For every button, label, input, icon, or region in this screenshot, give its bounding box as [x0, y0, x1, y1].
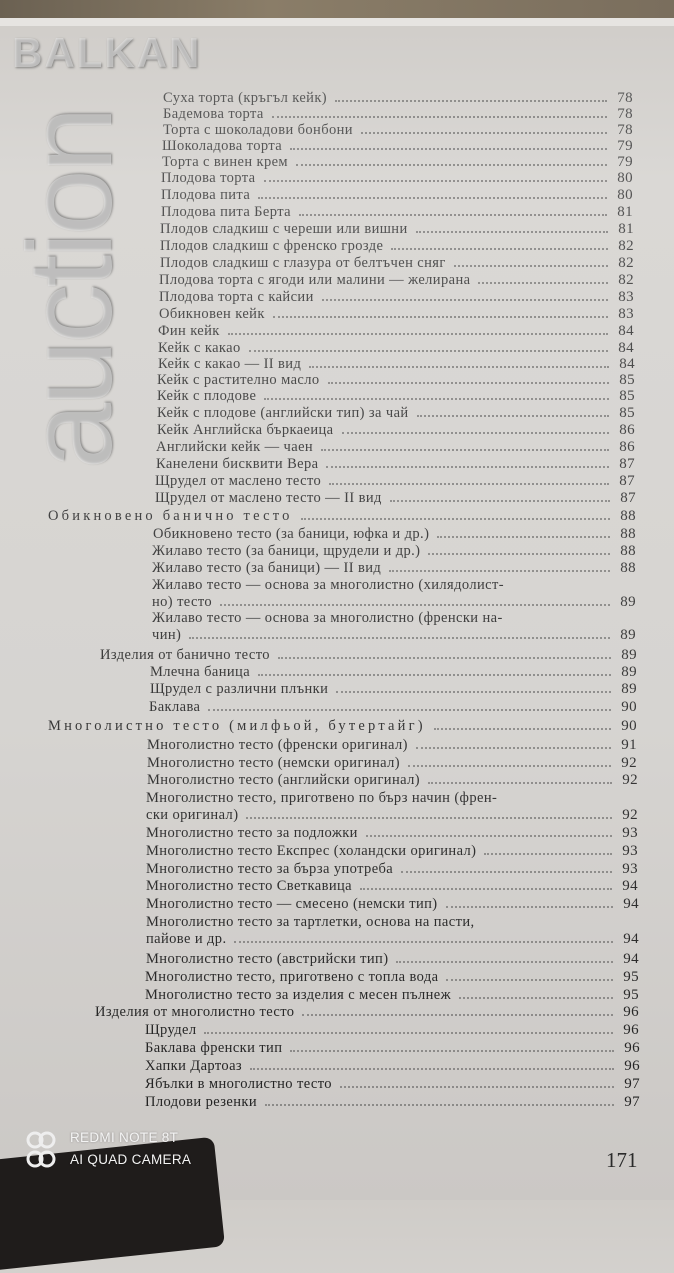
toc-entry-title: Многолистно тесто за бърза употреба — [146, 861, 394, 877]
toc-entry — [147, 737, 637, 753]
dot-leader — [416, 231, 609, 233]
toc-entry-title: Многолистно тесто — смесено (немски тип) — [146, 896, 438, 912]
toc-entry-page: 88 — [620, 508, 636, 524]
toc-entry-page: 96 — [624, 1058, 640, 1074]
dot-leader — [278, 657, 611, 659]
toc-entry-page: 88 — [620, 560, 636, 576]
dot-leader — [228, 333, 608, 335]
dot-leader — [396, 961, 613, 963]
toc-entry-page: 80 — [617, 170, 633, 186]
toc-entry-title: Кейк с растително масло — [157, 372, 320, 388]
toc-entry — [146, 861, 638, 877]
page-number: 171 — [606, 1148, 638, 1172]
toc-entry — [145, 1094, 640, 1110]
toc-entry-title: Плодова пита Берта — [161, 204, 291, 220]
toc-entry-page: 89 — [621, 664, 637, 680]
toc-entry-title: Ябълки в многолистно тесто — [145, 1076, 332, 1092]
toc-entry-page: 96 — [624, 1040, 640, 1056]
dot-leader — [335, 100, 607, 102]
dot-leader — [446, 979, 613, 981]
dot-leader — [264, 180, 608, 182]
dot-leader — [459, 997, 613, 999]
toc-entry-title: Щрудел от маслено тесто — II вид — [155, 490, 382, 506]
toc-entry — [145, 987, 639, 1003]
toc-entry — [159, 272, 634, 288]
toc-entry — [48, 718, 637, 734]
toc-entry-page: 92 — [621, 755, 637, 771]
toc-entry — [159, 289, 634, 305]
toc-entry — [146, 878, 638, 894]
toc-entry-page: 81 — [618, 221, 634, 237]
toc-entry — [160, 221, 634, 237]
dot-leader — [309, 366, 609, 368]
toc-entry — [145, 969, 639, 985]
toc-entry-title: Плодова пита — [161, 187, 251, 203]
toc-entry-page: 89 — [620, 627, 636, 643]
dot-leader — [389, 570, 610, 572]
dot-leader — [416, 747, 611, 749]
toc-entry — [159, 306, 634, 322]
dot-leader — [250, 1068, 614, 1070]
toc-entry-page: 86 — [619, 439, 635, 455]
toc-entry-page: 97 — [624, 1094, 640, 1110]
toc-entry — [158, 323, 634, 339]
toc-entry-page: 89 — [621, 647, 637, 663]
toc-entry — [147, 755, 637, 771]
dot-leader — [290, 148, 607, 150]
toc-entry — [158, 356, 635, 372]
toc-entry-page: 78 — [617, 106, 633, 122]
toc-entry-page: 80 — [617, 187, 633, 203]
toc-entry — [157, 388, 635, 404]
toc-entry-page: 89 — [621, 681, 637, 697]
dot-leader — [328, 382, 610, 384]
toc-entry-title: Баклава френски тип — [145, 1040, 283, 1056]
toc-entry — [146, 825, 638, 841]
dot-leader — [366, 835, 612, 837]
toc-entry-title: Многолистно тесто (немски оригинал) — [147, 755, 400, 771]
dot-leader — [390, 500, 610, 502]
toc-entry-title: Многолистно тесто Светкавица — [146, 878, 353, 894]
toc-entry-page: 88 — [620, 526, 636, 542]
dot-leader — [437, 536, 610, 538]
toc-entry-page: 93 — [622, 843, 638, 859]
toc-entry-page: 96 — [623, 1022, 639, 1038]
toc-entry-title: Жилаво тесто (за баници) — II вид — [152, 560, 382, 576]
site-watermark-logo: BALKAN — [12, 29, 202, 76]
toc-entry-title-line: Многолистно тесто за тартлетки, основа на пасти, — [146, 914, 475, 930]
toc-entry-page: 97 — [624, 1076, 640, 1092]
toc-entry-page: 82 — [618, 238, 634, 254]
toc-entry-title: Жилаво тесто (за баници, щрудели и др.) — [152, 543, 421, 559]
toc-entry — [150, 664, 637, 680]
toc-entry — [146, 896, 639, 912]
dot-leader — [401, 871, 612, 873]
toc-entry-title: Плодова торта с кайсии — [159, 289, 314, 305]
dot-leader — [258, 674, 611, 676]
toc-entry — [161, 170, 633, 186]
toc-entry-page: 78 — [617, 90, 633, 106]
toc-entry — [163, 122, 633, 138]
toc-entry-title-line: Многолистно тесто, приготвено по бърз начин (френ- — [146, 790, 498, 806]
toc-entry — [156, 456, 635, 472]
toc-entry-title: Плодов сладкиш с френско грозде — [160, 238, 384, 254]
toc-entry — [155, 473, 635, 489]
dot-leader — [360, 888, 612, 890]
toc-entry-page: 90 — [621, 718, 637, 734]
toc-entry-title: Многолистно тесто (английски оригинал) — [147, 772, 420, 788]
toc-entry — [160, 238, 634, 254]
dot-leader — [321, 449, 609, 451]
toc-entry — [160, 255, 634, 271]
toc-entry-page: 89 — [620, 594, 636, 610]
toc-entry — [162, 138, 633, 154]
toc-entry-page: 84 — [618, 340, 634, 356]
toc-entry-page: 83 — [618, 289, 634, 305]
toc-entry-page: 95 — [623, 987, 639, 1003]
toc-entry-page: 87 — [620, 490, 636, 506]
toc-entry-title: но) тесто — [152, 594, 213, 610]
toc-entry-title: Обикновен кейк — [159, 306, 265, 322]
toc-entry — [155, 490, 636, 506]
toc-entry-title: чин) — [152, 627, 182, 643]
dot-leader — [299, 214, 607, 216]
toc-entry-page: 87 — [619, 473, 635, 489]
camera-model-text: REDMI NOTE 8T — [70, 1130, 179, 1145]
toc-entry-page: 82 — [618, 272, 634, 288]
dot-leader — [234, 941, 613, 943]
toc-entry-page: 94 — [623, 951, 639, 967]
toc-entry-page: 85 — [619, 405, 635, 421]
toc-entry-page: 93 — [622, 861, 638, 877]
toc-entry-title: Многолистно тесто (милфьой, бутертайг) — [48, 718, 426, 734]
toc-entry-title: Многолистно тесто за изделия с месен пълнеж — [145, 987, 452, 1003]
dot-leader — [428, 553, 610, 555]
dot-leader — [189, 637, 610, 639]
dot-leader — [249, 350, 609, 352]
toc-entry-title-line: Жилаво тесто — основа за многолистно (хилядолист- — [152, 577, 504, 593]
dot-leader — [204, 1032, 613, 1034]
toc-entry — [149, 699, 637, 715]
toc-entry — [48, 508, 636, 524]
dot-leader — [446, 906, 614, 908]
toc-entry-page: 94 — [623, 931, 639, 947]
dot-leader — [478, 282, 608, 284]
toc-entry-title: Млечна баница — [150, 664, 251, 680]
toc-entry — [152, 627, 636, 643]
toc-entry-title: Многолистно тесто за подложки — [146, 825, 358, 841]
dot-leader — [391, 248, 608, 250]
toc-entry-page: 87 — [619, 456, 635, 472]
dot-leader — [340, 1086, 614, 1088]
toc-entry-title: Щрудел с различни плънки — [150, 681, 329, 697]
toc-entry-title: Баклава — [149, 699, 201, 715]
dot-leader — [322, 299, 608, 301]
toc-entry — [152, 543, 636, 559]
toc-entry-page: 93 — [622, 825, 638, 841]
toc-entry-page: 82 — [618, 255, 634, 271]
toc-entry-page: 79 — [617, 154, 633, 170]
dot-leader — [336, 691, 611, 693]
dot-leader — [484, 853, 612, 855]
dot-leader — [246, 817, 612, 819]
dot-leader — [272, 116, 607, 118]
toc-entry — [156, 439, 635, 455]
camera-feature-text: AI QUAD CAMERA — [70, 1152, 192, 1167]
toc-entry-page: 84 — [619, 356, 635, 372]
toc-entry-title-line: Жилаво тесто — основа за многолистно (френски на- — [152, 610, 503, 626]
dot-leader — [329, 483, 609, 485]
toc-entry-page: 86 — [619, 422, 635, 438]
toc-entry-title: Многолистно тесто, приготвено с топла вода — [145, 969, 439, 985]
toc-entry-title: Щрудел — [145, 1022, 197, 1038]
toc-entry-page: 85 — [619, 388, 635, 404]
toc-entry — [145, 1076, 640, 1092]
toc-entry — [100, 647, 637, 663]
toc-entry-title: Плодов сладкиш с череши или вишни — [160, 221, 408, 237]
toc-entry — [146, 807, 638, 823]
toc-entry-title: Торта с винен крем — [162, 154, 289, 170]
dot-leader — [342, 432, 610, 434]
toc-entry-title: Суха торта (кръгъл кейк) — [163, 90, 327, 106]
toc-entry-title: Плодови резенки — [145, 1094, 257, 1110]
toc-entry-title: Кейк с плодове — [157, 388, 257, 404]
toc-entry-page: 85 — [619, 372, 635, 388]
toc-entry — [161, 187, 633, 203]
toc-entry-page: 90 — [621, 699, 637, 715]
toc-entry-title: Английски кейк — чаен — [156, 439, 314, 455]
dot-leader — [428, 782, 612, 784]
page-edge — [0, 18, 674, 26]
toc-entry-title: Хапки Дартоаз — [145, 1058, 243, 1074]
toc-entry-page: 83 — [618, 306, 634, 322]
toc-entry-title: Обикновено банично тесто — [48, 508, 293, 524]
toc-entry-title: Щрудел от маслено тесто — [155, 473, 322, 489]
toc-entry — [147, 772, 638, 788]
dot-leader — [296, 164, 607, 166]
dot-leader — [361, 132, 607, 134]
toc-entry — [145, 1040, 640, 1056]
dot-leader — [265, 1104, 614, 1106]
toc-entry-title: Многолистно тесто (френски оригинал) — [147, 737, 408, 753]
dot-leader — [434, 728, 611, 730]
toc-entry — [152, 560, 636, 576]
toc-entry-page: 81 — [617, 204, 633, 220]
toc-entry-title: Шоколадова торта — [162, 138, 283, 154]
toc-entry-page: 79 — [617, 138, 633, 154]
dot-leader — [454, 265, 609, 267]
toc-entry — [157, 372, 635, 388]
toc-entry — [146, 931, 639, 947]
dot-leader — [302, 1014, 613, 1016]
toc-entry-title: Кейк Английска бъркаеица — [157, 422, 334, 438]
toc-entry-title: пайове и др. — [146, 931, 227, 947]
toc-entry — [162, 154, 633, 170]
toc-entry — [145, 1022, 639, 1038]
dot-leader — [258, 197, 607, 199]
toc-entry-title: Плодов сладкиш с глазура от белтъчен сняг — [160, 255, 446, 271]
dot-leader — [220, 604, 610, 606]
toc-entry-title: Канелени бисквити Вера — [156, 456, 319, 472]
dot-leader — [264, 398, 609, 400]
toc-entry-title: Фин кейк — [158, 323, 220, 339]
toc-entry — [150, 681, 637, 697]
toc-entry-page: 92 — [622, 772, 638, 788]
toc-entry-title: ски оригинал) — [146, 807, 239, 823]
toc-entry-title: Кейк с какао — [158, 340, 241, 356]
dot-leader — [408, 765, 611, 767]
dot-leader — [290, 1050, 614, 1052]
toc-entry-page: 84 — [618, 323, 634, 339]
toc-entry-page: 94 — [623, 896, 639, 912]
toc-entry — [145, 1058, 640, 1074]
dot-leader — [208, 709, 611, 711]
toc-entry-page: 96 — [623, 1004, 639, 1020]
toc-entry-title: Многолистно тесто (австрийски тип) — [146, 951, 389, 967]
toc-entry-page: 88 — [620, 543, 636, 559]
toc-entry-title: Кейк с какао — II вид — [158, 356, 302, 372]
toc-entry — [146, 951, 639, 967]
toc-entry-page: 78 — [617, 122, 633, 138]
dot-leader — [417, 415, 610, 417]
toc-entry-title: Плодова торта — [161, 170, 256, 186]
dot-leader — [326, 466, 609, 468]
toc-entry-page: 92 — [622, 807, 638, 823]
toc-entry — [95, 1004, 639, 1020]
toc-entry — [146, 843, 638, 859]
toc-entry-title: Плодова торта с ягоди или малини — желирана — [159, 272, 471, 288]
toc-entry — [163, 106, 633, 122]
camera-lens-icon — [24, 1130, 58, 1170]
toc-entry-title: Многолистно тесто Експрес (холандски оригинал) — [146, 843, 477, 859]
toc-entry-title: Кейк с плодове (английски тип) за чай — [157, 405, 409, 421]
toc-entry — [153, 526, 636, 542]
toc-entry-title: Бадемова торта — [163, 106, 264, 122]
toc-entry-page: 91 — [621, 737, 637, 753]
site-watermark-logo-text: auction — [3, 110, 137, 470]
toc-entry — [161, 204, 633, 220]
toc-entry-page: 94 — [622, 878, 638, 894]
toc-entry-title: Торта с шоколадови бонбони — [163, 122, 353, 138]
toc-entry — [152, 594, 636, 610]
toc-entry-title: Изделия от многолистно тесто — [95, 1004, 295, 1020]
toc-entry-title: Обикновено тесто (за баници, юфка и др.) — [153, 526, 430, 542]
dot-leader — [301, 518, 611, 520]
toc-entry-title: Изделия от банично тесто — [100, 647, 270, 663]
toc-entry-page: 95 — [623, 969, 639, 985]
dot-leader — [273, 316, 608, 318]
toc-entry — [158, 340, 634, 356]
toc-entry — [163, 90, 633, 106]
toc-entry — [157, 422, 635, 438]
toc-entry — [157, 405, 635, 421]
